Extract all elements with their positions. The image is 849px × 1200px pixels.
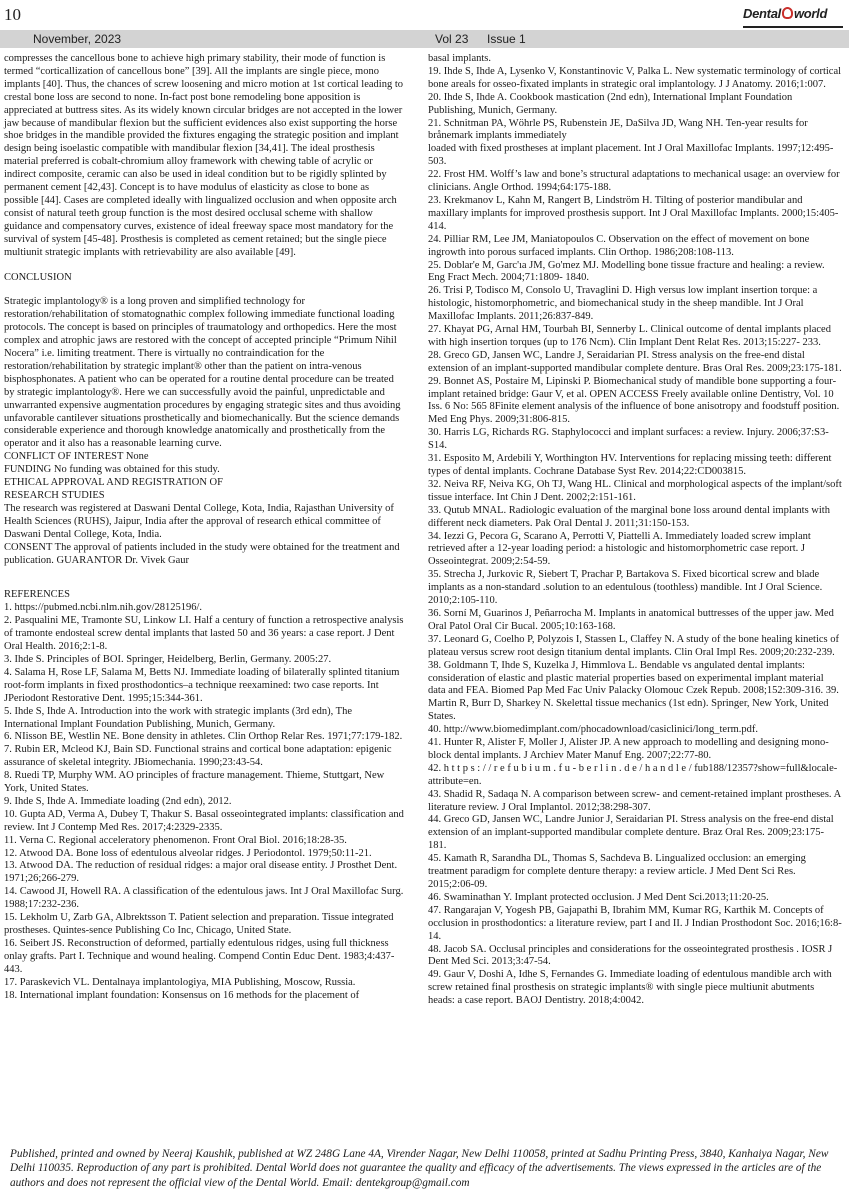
reference-item: loaded with fixed prostheses at implant placement. Int J Oral Maxillofac Implants. 1997;12:495-503. bbox=[428, 143, 834, 168]
right-column bbox=[428, 53, 842, 1008]
reference-item: 34. Iezzi G, Pecora G, Scarano A, Perrotti V, Piattelli A. Immediately loaded screw implant retrieved after a 12-year loading period: a histologic and histomorphometric case report. J Osseointegrat. 2009;2:54-59. bbox=[428, 530, 811, 568]
reference-item: 2. Pasqualini ME, Tramonte SU, Linkow LI. Half a century of function a retrospective analysis of tramonte endosteal screw dental implants that lasted 50 and 36 years: a case report. J Dent Oral Health. 2016;2:1-8. bbox=[4, 615, 404, 653]
issue-volume: Vol 23 bbox=[435, 32, 469, 46]
conflict-of-interest: CONFLICT OF INTEREST None bbox=[4, 451, 149, 463]
references-heading: REFERENCES bbox=[4, 589, 70, 601]
reference-item: 5. Ihde S, Ihde A. Introduction into the work with strategic implants (3rd edn), The International Implant Foundation Publishing, Munich, Germany. bbox=[4, 705, 352, 730]
reference-item: 32. Neiva RF, Neiva KG, Oh TJ, Wang HL. Clinical and morphological aspects of the implant/soft tissue interface. Int Chin J Dent. 2002;2:151-161. bbox=[428, 478, 842, 503]
left-column bbox=[4, 53, 406, 1002]
issue-date: November, 2023 bbox=[33, 32, 122, 46]
reference-item: basal implants. bbox=[428, 53, 491, 64]
reference-item: 43. Shadid R, Sadaqa N. A comparison between screw- and cement-retained implant prostheses. A literature review. J Oral Implantol. 2012;38:298-307. bbox=[428, 788, 841, 813]
reference-item: 25. Doblar'e M, Garc'ıa JM, Go'mez MJ. Modelling bone tissue fracture and healing: a review. Eng Fract Mech. 2004;71:1809- 1840. bbox=[428, 259, 825, 284]
reference-item: 9. Ihde S, Ihde A. Immediate loading (2nd edn), 2012. bbox=[4, 795, 232, 807]
reference-item: 3. Ihde S. Principles of BOI. Springer, Heidelberg, Berlin, Germany. 2005:27. bbox=[4, 653, 332, 665]
body-paragraph: compresses the cancellous bone to achieve high primary stability, their mode of function is termed “corticallization of cancellous bone” [39]. All the implants are single piece, mono implants [40]. Thus, the chances of screw loosening and micro motion at 1st cortical leading to crestal bone loss are second to none. In-fact post bone remodeling bone apposition is appreciated at buttress sites. As its widely known circular bridges are not accepted in the lower jaw because of mandibular flexion but the sufficient evidences also exist supporting the horse shoe bridges in the mandible provided the fixtures engaging the strategic position and implant design being isoelastic compatible with mandibular flexion [34,41]. The ideal prosthesis material preferred is cobalt-chromium alloy framework with chewing table of acrylic or indirect composite, ceramic can also be used in ideal condition but to be rigidly splinted by permanent cement [42,43]. Concept is to have modulus of elasticity as close to bone as possible [44]. Cases are completed ideally with lingualized occlusion and when opposite arch consist of natural teeth group function is the most desired occlusal scheme with shallow guidance and compensatory curves, existence of ideal freeway space most mandatory for the survival of system [45-48]. Prosthesis is completed as cement retained; but the single piece multiunit strategic implants with retrievability are also available [49]. bbox=[4, 53, 403, 258]
page-number: 10 bbox=[4, 5, 21, 24]
ethical-text: The research was registered at Daswani Dental College, Kota, India, Rajasthan University of Health Sciences (RUHS), Jaipur, India after the approval of research ethical committee of Daswani Dental College, Kota, India. bbox=[4, 502, 394, 540]
reference-item: 6. NIisson BE, Westlin NE. Bone density in athletes. Clin Orthop Relar Res. 1971;77:179-182. bbox=[4, 731, 403, 743]
reference-item: 21. Schnitman PA, Wöhrle PS, Rubenstein JE, DaSilva JD, Wang NH. Ten-year results for brånemark implants immediately bbox=[428, 117, 808, 142]
reference-item: 1. https://pubmed.ncbi.nlm.nih.gov/28125196/. bbox=[4, 602, 203, 614]
references-list-right bbox=[428, 53, 842, 1008]
reference-item: 16. Seibert JS. Reconstruction of deformed, partially edentulous ridges, using full thickness onlay grafts. Part I. Technique and wound healing. Compend Contin Educ Dent. 1983;4:437-443. bbox=[4, 937, 395, 975]
reference-item: 36. Sorní M, Guarinos J, Peñarrocha M. Implants in anatomical buttresses of the upper jaw. Med Oral Patol Oral Cir Bucal. 2005;10:163-168. bbox=[428, 607, 834, 632]
issue-number: Issue 1 bbox=[487, 32, 526, 46]
reference-item: 8. Ruedi TP, Murphy WM. AO principles of fracture management. Thieme, Stuttgart, New York, United States. bbox=[4, 770, 385, 795]
reference-item: 22. Frost HM. Wolff’s law and bone’s structural adaptations to mechanical usage: an overview for clinicians. Angle Orthod. 1994;64:175-188. bbox=[428, 169, 840, 194]
reference-item: 15. Lekholm U, Zarb GA, Albrektsson T. Patient selection and preparation. Tissue integrated prostheses. Quintes-sence Publishing Co Inc, Chicago, United State. bbox=[4, 912, 394, 936]
reference-item: 13. Atwood DA. The reduction of residual ridges: a major oral disease entity. J Prosthet Dent. 1971;26;266-279. bbox=[4, 860, 398, 885]
reference-item: 19. Ihde S, Ihde A, Lysenko V, Konstantinovic V, Palka L. New systematic terminology of cortical bone areals for osseo-fixated implants in strategic oral implantology. J J Anatomy. 2016;1:007. bbox=[428, 65, 842, 90]
reference-item: 23. Krekmanov L, Kahn M, Rangert B, Lindström H. Tilting of posterior mandibular and maxillary implants for improved prosthesis support. Int J Oral Maxillofac Implants. 2000;15:405-414. bbox=[428, 194, 839, 232]
reference-item: 42. h t t p s : / / r e f u b i u m . f u - b e r l i n . d e / h a n d l e / fub188/12357?show=full&locale-attribute=en. bbox=[428, 762, 838, 787]
reference-item: 26. Trisi P, Todisco M, Consolo U, Travaglini D. High versus low implant insertion torque: a histologic, histomorphometric, and biomechanical study in the sheep mandible. Int J Oral Maxillofac Implants. 2011;26:837-849. bbox=[428, 285, 818, 323]
reference-item: 28. Greco GD, Jansen WC, Landre J, Seraidarian PI. Stress analysis on the free-end distal extension of an implant-supported mandibular complete denture. Bras Oral Res. 2009;23:175-181. bbox=[428, 349, 842, 374]
publisher-footer: Published, printed and owned by Neeraj Kaushik, published at WZ 248G Lane 4A, Virender Nagar, New Delhi 110058, printed at Sadhu Printing Press, 3840, Kanhaiya Nagar, New Delhi 110035. Reproduction of any part is prohibited. Dental World does not guarantee the quality and efficacy of the advertisements. The views expressed in the articles are of the authors and does not represent the official view of the Dental World. Email: dentekgroup@gmail.com bbox=[10, 1148, 829, 1189]
ethical-heading-line-2: RESEARCH STUDIES bbox=[4, 490, 105, 501]
reference-item: 10. Gupta AD, Verma A, Dubey T, Thakur S. Basal osseointegrated implants: classification and review. Int J Contemp Med Res. 2017;4:2329-2335. bbox=[4, 808, 404, 833]
ethical-heading-line-1: ETHICAL APPROVAL AND REGISTRATION OF bbox=[4, 477, 223, 489]
issue-header-bar bbox=[0, 30, 849, 48]
references-list-left bbox=[4, 602, 406, 1002]
reference-item: 24. Pilliar RM, Lee JM, Maniatopoulos C. Observation on the effect of movement on bone ingrowth into porous surfaced implants. Clin Orthop. 1986;208:108-113. bbox=[428, 233, 810, 258]
reference-item: 20. Ihde S, Ihde A. Cookbook mastication (2nd edn), International Implant Foundation Publishing, Munich, Germany. bbox=[428, 91, 793, 116]
reference-item: 40. http://www.biomedimplant.com/phocadownload/casiclinici/long_term.pdf. bbox=[428, 724, 759, 736]
logo-text-right: world bbox=[793, 6, 828, 21]
dental-world-logo bbox=[743, 6, 843, 28]
reference-item: 44. Greco GD, Jansen WC, Landre Junior J, Seraidarian PI. Stress analysis on the free-end distal extension of an implant-supported mandibular complete denture. Braz Oral Res. 2009;23:175-181. bbox=[428, 814, 834, 852]
funding-statement: FUNDING No funding was obtained for this study. bbox=[4, 464, 220, 476]
reference-item: 37. Leonard G, Coelho P, Polyzois I, Stassen L, Claffey N. A study of the bone healing kinetics of plateau versus screw root design titanium dental implants. Clin Oral Impl Res. 2009;20:232-239. bbox=[428, 633, 840, 658]
reference-item: 31. Esposito M, Ardebili Y, Worthington HV. Interventions for replacing missing teeth: different types of dental implants. Cochrane Database Syst Rev. 2014;22:CD003815. bbox=[428, 453, 832, 477]
reference-item: 33. Qutub MNAL. Radiologic evaluation of the marginal bone loss around dental implants with different neck diameters. Pak Oral Dental J. 2011;31:150-153. bbox=[428, 504, 830, 529]
reference-item: 4. Salama H, Rose LF, Salama M, Betts NJ. Immediate loading of bilaterally splinted titanium root-form implants in fixed prosthodontics–a technique reexamined: two case reports. Int JPeriodont Restorative Dent. 1995;15:344-361. bbox=[4, 666, 400, 704]
consent-statement: CONSENT The approval of patients included in the study were obtained for the treatment and publication. GUARANTOR Dr. Vivek Gaur bbox=[4, 541, 400, 566]
reference-item: 18. International implant foundation: Konsensus on 16 methods for the placement of bbox=[4, 989, 360, 1001]
reference-item: 17. Paraskevich VL. Dentalnaya implantologiya, MIA Publishing, Moscow, Russia. bbox=[4, 976, 356, 988]
reference-item: 12. Atwood DA. Bone loss of edentulous alveolar ridges. J Periodontol. 1979;50:11-21. bbox=[4, 847, 372, 859]
tooth-icon bbox=[782, 7, 793, 19]
reference-item: 35. Strecha J, Jurkovic R, Siebert T, Prachar P, Bartakova S. Fixed bicortical screw and blade implants as a non-standard .solution to an edentulous (toothless) mandible. Int J Oral Science. 2010;2:105-110. bbox=[428, 569, 823, 607]
reference-item: 49. Gaur V, Doshi A, Idhe S, Fernandes G. Immediate loading of edentulous mandible arch with screw retained final prosthesis on strategic implants® with single piece multiunit abutments heads: a case report. BAOJ Dentistry. 2018;4:0042. bbox=[428, 969, 832, 1007]
reference-item: 45. Kamath R, Sarandha DL, Thomas S, Sachdeva B. Lingualized occlusion: an emerging treatment paradigm for complete denture therapy: a review article. J Med Dent Sci Res. 2015;2:06-09. bbox=[428, 853, 806, 890]
conclusion-text: Strategic implantology® is a long proven and simplified technology for restoration/rehabilitation of stomatognathic complex following immediate functional loading protocols. The concept is based on principles of traumatology and orthopedics. Here the most complex and atrophic jaws are restored with the concept of accepted principle “Primum Nihil Nocera” i.e. limiting treatment. There is virtually no contraindication for the restoration/rehabilitation by strategic implant® other than the patient on intra-venous bisphosphonates. A patient who can be operated for a routine dental procedure can be treated by strategic implantology®. Here we can successfully avoid the painful, unpredictable and unwarranted expensive augmentation procedures by engaging strategic sites and thus avoiding unfavorable cantilever situations prosthetically and biomechanically. But the science demands considerable experience and thorough knowledge anatomically and prosthetically from the operator and it also has a reasonable learning curve. bbox=[4, 296, 401, 450]
reference-item: 30. Harris LG, Richards RG. Staphylococci and implant surfaces: a review. Injury. 2006;37:S3-S14. bbox=[428, 427, 829, 452]
reference-item: 47. Rangarajan V, Yogesh PB, Gajapathi B, Ibrahim MM, Kumar RG, Karthik M. Concepts of occlusion in prosthodontics: a literature review, part I and II. J Indian Prosthodont Soc. 2016;16:8-14. bbox=[428, 904, 842, 942]
reference-item: 11. Verna C. Regional acceleratory phenomenon. Front Oral Biol. 2016;18:28-35. bbox=[4, 834, 347, 846]
reference-item: 46. Swaminathan Y. Implant protected occlusion. J Med Dent Sci.2013;11:20-25. bbox=[428, 891, 769, 903]
reference-item: 38. Goldmann T, Ihde S, Kuzelka J, Himmlova L. Bendable vs angulated dental implants: consideration of elastic and plastic material properties based on experimental implant material data and FEA. Biomed Pap Med Fac Univ Palacky Olomouc Czek Repub. 2008;152:309-316. 39. Martin R, Burr D, Sharkey N. Skelettal tissue mechanics (1st edn). Springer, New York, United States. bbox=[428, 659, 839, 723]
reference-item: 29. Bonnet AS, Postaire M, Lipinski P. Biomechanical study of mandible bone supporting a four-implant retained bridge: Gaur V, et al. OPEN ACCESS Freely available online Dentistry, Vol. 10 Iss. 6 No: 565 8Finite element analysis of the influence of bone anisotropy and foodstuff position. Med Eng Phys. 2009;31:806-815. bbox=[428, 375, 840, 426]
conclusion-heading: CONCLUSION bbox=[4, 271, 72, 283]
reference-item: 14. Cawood JI, Howell RA. A classification of the edentulous jaws. Int J Oral Maxillofac Surg. 1988;17:232-236. bbox=[4, 886, 404, 911]
logo-text-left: Dental bbox=[743, 6, 781, 21]
reference-item: 41. Hunter R, Alister F, Moller J, Alister JP. A new approach to modelling and designing mono-block dental implants. J Archiev Mater Manuf Eng. 2007;22:77-80. bbox=[428, 737, 829, 761]
reference-item: 27. Khayat PG, Arnal HM, Tourbah BI, Sennerby L. Clinical outcome of dental implants placed with high insertion torques (up to 176 Ncm). Clin Implant Dent Relat Res. 2013;15:227- 233. bbox=[428, 324, 831, 348]
reference-item: 48. Jacob SA. Occlusal principles and considerations for the osseointegrated prosthesis . IOSR J Dent Med Sci. 2013;3:47-54. bbox=[428, 943, 833, 968]
reference-item: 7. Rubin ER, Mcleod KJ, Bain SD. Functional strains and cortical bone adaptation: epigenic assurance of skeletal integrity. JBiomechania. 1990;23:43-54. bbox=[4, 744, 392, 769]
